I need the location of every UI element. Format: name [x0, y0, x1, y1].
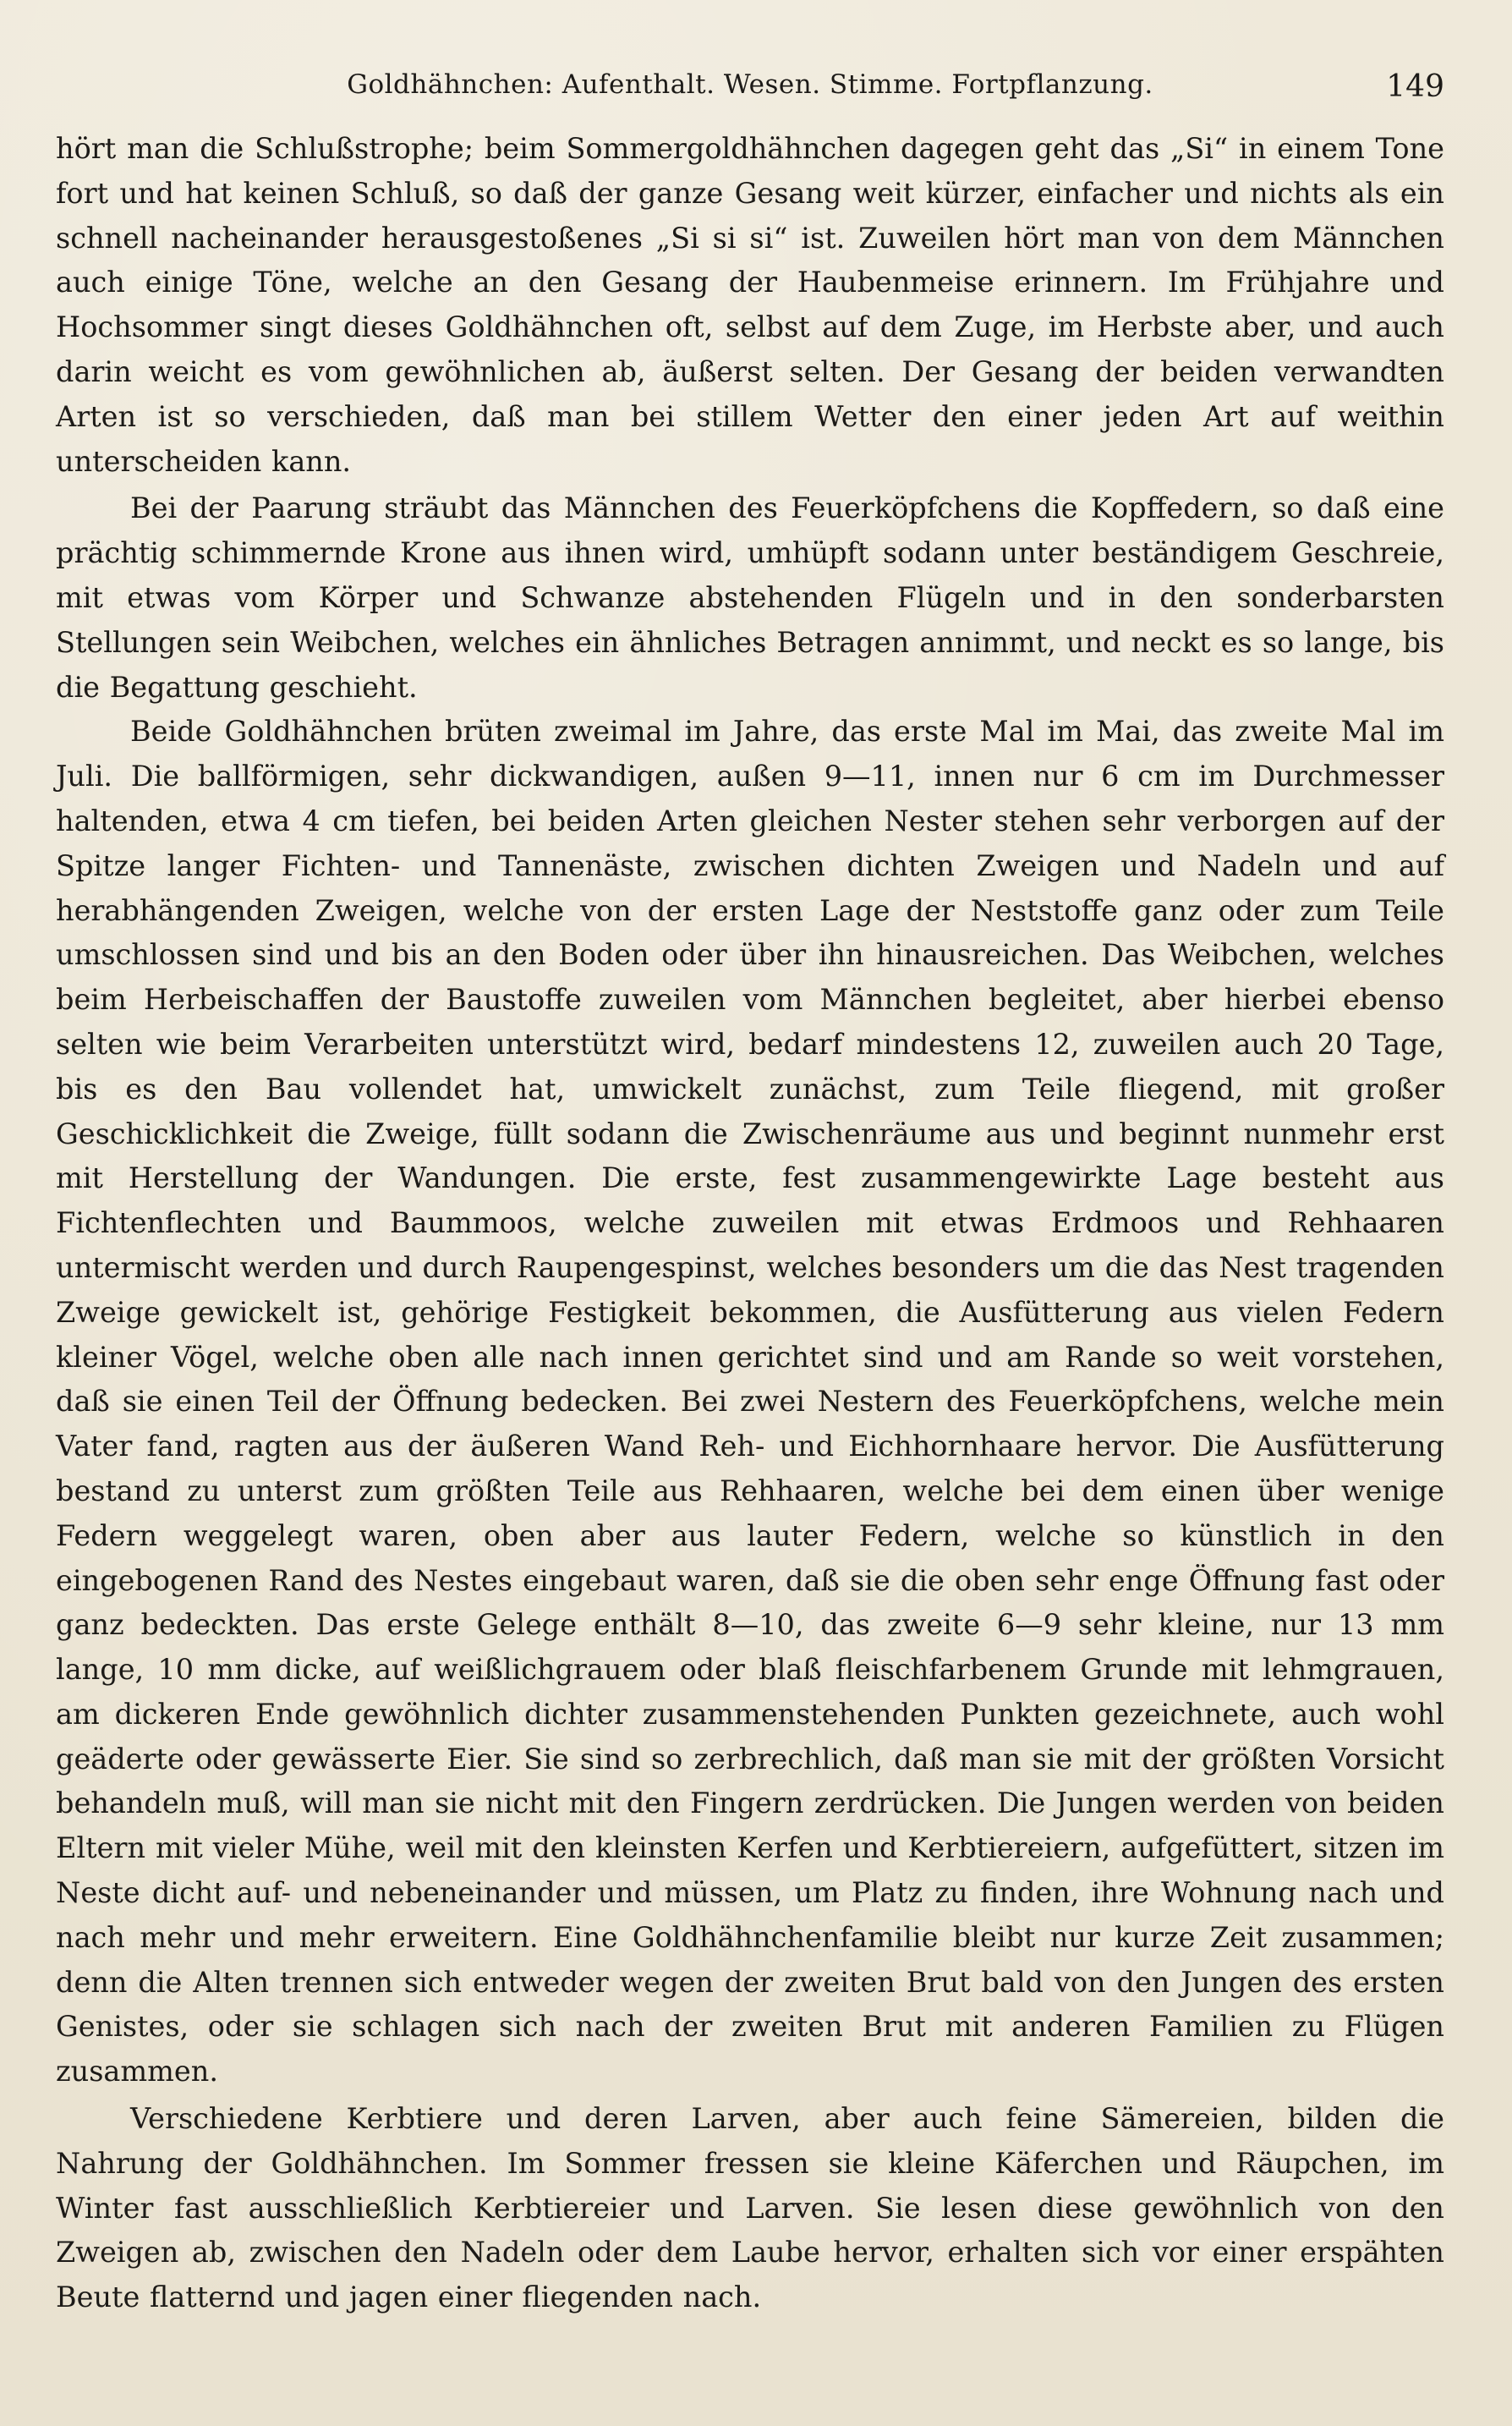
paragraph-4: Verschiedene Kerbtiere und deren Larven, aber auch feine Sämereien, bilden die Nahrung der Goldhähnchen. Im Sommer fressen sie kleine Käferchen und Räupchen, im Winter fast ausschließlich Kerbtiereier und Larven. Sie lesen diese gewöhnlich von den Zweigen ab, zwischen den Nadeln oder dem Laube hervor, erhalten sich vor einer erspähten Beute flatternd und jagen einer fliegenden nach. — [56, 2102, 1444, 2314]
running-title: Goldhähnchen: Aufenthalt. Wesen. Stimme. Fortpflanzung. — [347, 69, 1153, 100]
body-text — [56, 127, 1444, 2320]
paragraph-1: hört man die Schlußstrophe; beim Sommergoldhähnchen dagegen geht das „Si“ in einem Tone fort und hat keinen Schluß, so daß der ganze Gesang weit kürzer, einfacher und nichts als ein schnell nacheinander herausgestoßenes „Si si si“ ist. Zuweilen hört man von dem Männchen auch einige Töne, welche an den Gesang der Haubenmeise erinnern. Im Frühjahre und Hochsommer singt dieses Goldhähnchen oft, selbst auf dem Zuge, im Herbste aber, und auch darin weicht es vom gewöhnlichen ab, äußerst selten. Der Gesang der beiden verwandten Arten ist so verschieden, daß man bei stillem Wetter den einer jeden Art auf weithin unterscheiden kann. — [56, 132, 1444, 478]
running-header — [56, 69, 1444, 112]
paragraph-3: Beide Goldhähnchen brüten zweimal im Jahre, das erste Mal im Mai, das zweite Mal im Juli. Die ballförmigen, sehr dickwandigen, außen 9—11, innen nur 6 cm im Durchmesser haltenden, etwa 4 cm tiefen, bei beiden Arten gleichen Nester stehen sehr verborgen auf der Spitze langer Fichten- und Tannenäste, zwischen dichten Zweigen und Nadeln und auf herabhängenden Zweigen, welche von der ersten Lage der Neststoffe ganz oder zum Teile umschlossen sind und bis an den Boden oder über ihn hinausreichen. Das Weibchen, welches beim Herbeischaffen der Baustoffe zuweilen vom Männchen begleitet, aber hierbei ebenso selten wie beim Verarbeiten unterstützt wird, bedarf mindestens 12, zuweilen auch 20 Tage, bis es den Bau vollendet hat, umwickelt zunächst, zum Teile fliegend, mit großer Geschicklichkeit die Zweige, füllt sodann die Zwischenräume aus und beginnt nunmehr erst mit Herstellung der Wandungen. Die erste, fest zusammengewirkte Lage besteht aus Fichtenflechten und Baummoos, welche zuweilen mit etwas Erdmoos und Rehhaaren untermischt werden und durch Raupengespinst, welches besonders um die das Nest tragenden Zweige gewickelt ist, gehörige Festigkeit bekommen, die Ausfütterung aus vielen Federn kleiner Vögel, welche oben alle nach innen gerichtet sind und am Rande so weit vorstehen, daß sie einen Teil der Öffnung bedecken. Bei zwei Nestern des Feuerköpfchens, welche mein Vater fand, ragten aus der äußeren Wand Reh- und Eichhornhaare hervor. Die Ausfütterung bestand zu unterst zum größten Teile aus Rehhaaren, welche bei dem einen über wenige Federn weggelegt waren, oben aber aus lauter Federn, welche so künstlich in den eingebogenen Rand des Nestes eingebaut waren, daß sie die oben sehr enge Öffnung fast oder ganz bedeckten. Das erste Gelege enthält 8—10, das zweite 6—9 sehr kleine, nur 13 mm lange, 10 mm dicke, auf weißlichgrauem oder blaß fleischfarbenem Grunde mit lehmgrauen, am dickeren Ende gewöhnlich dichter zusammenstehenden Punkten gezeichnete, auch wohl geäderte oder gewässerte Eier. Sie sind so zerbrechlich, daß man sie mit der größten Vorsicht behandeln muß, will man sie nicht mit den Fingern zerdrücken. Die Jungen werden von beiden Eltern mit vieler Mühe, weil mit den kleinsten Kerfen und Kerbtiereiern, aufgefüttert, sitzen im Neste dicht auf- und nebeneinander und müssen, um Platz zu finden, ihre Wohnung nach und nach mehr und mehr erweitern. Eine Goldhähnchenfamilie bleibt nur kurze Zeit zusammen; denn die Alten trennen sich entweder wegen der zweiten Brut bald von den Jungen des ersten Genistes, oder sie schlagen sich nach der zweiten Brut mit anderen Familien zu Flügen zusammen. — [56, 715, 1444, 2088]
page-number: 149 — [1386, 69, 1444, 104]
paragraph-2: Bei der Paarung sträubt das Männchen des Feuerköpfchens die Kopffedern, so daß eine prächtig schimmernde Krone aus ihnen wird, umhüpft sodann unter beständigem Geschreie, mit etwas vom Körper und Schwanze abstehenden Flügeln und in den sonderbarsten Stellungen sein Weibchen, welches ein ähnliches Betragen annimmt, und neckt es so lange, bis die Begattung geschieht. — [56, 491, 1444, 704]
